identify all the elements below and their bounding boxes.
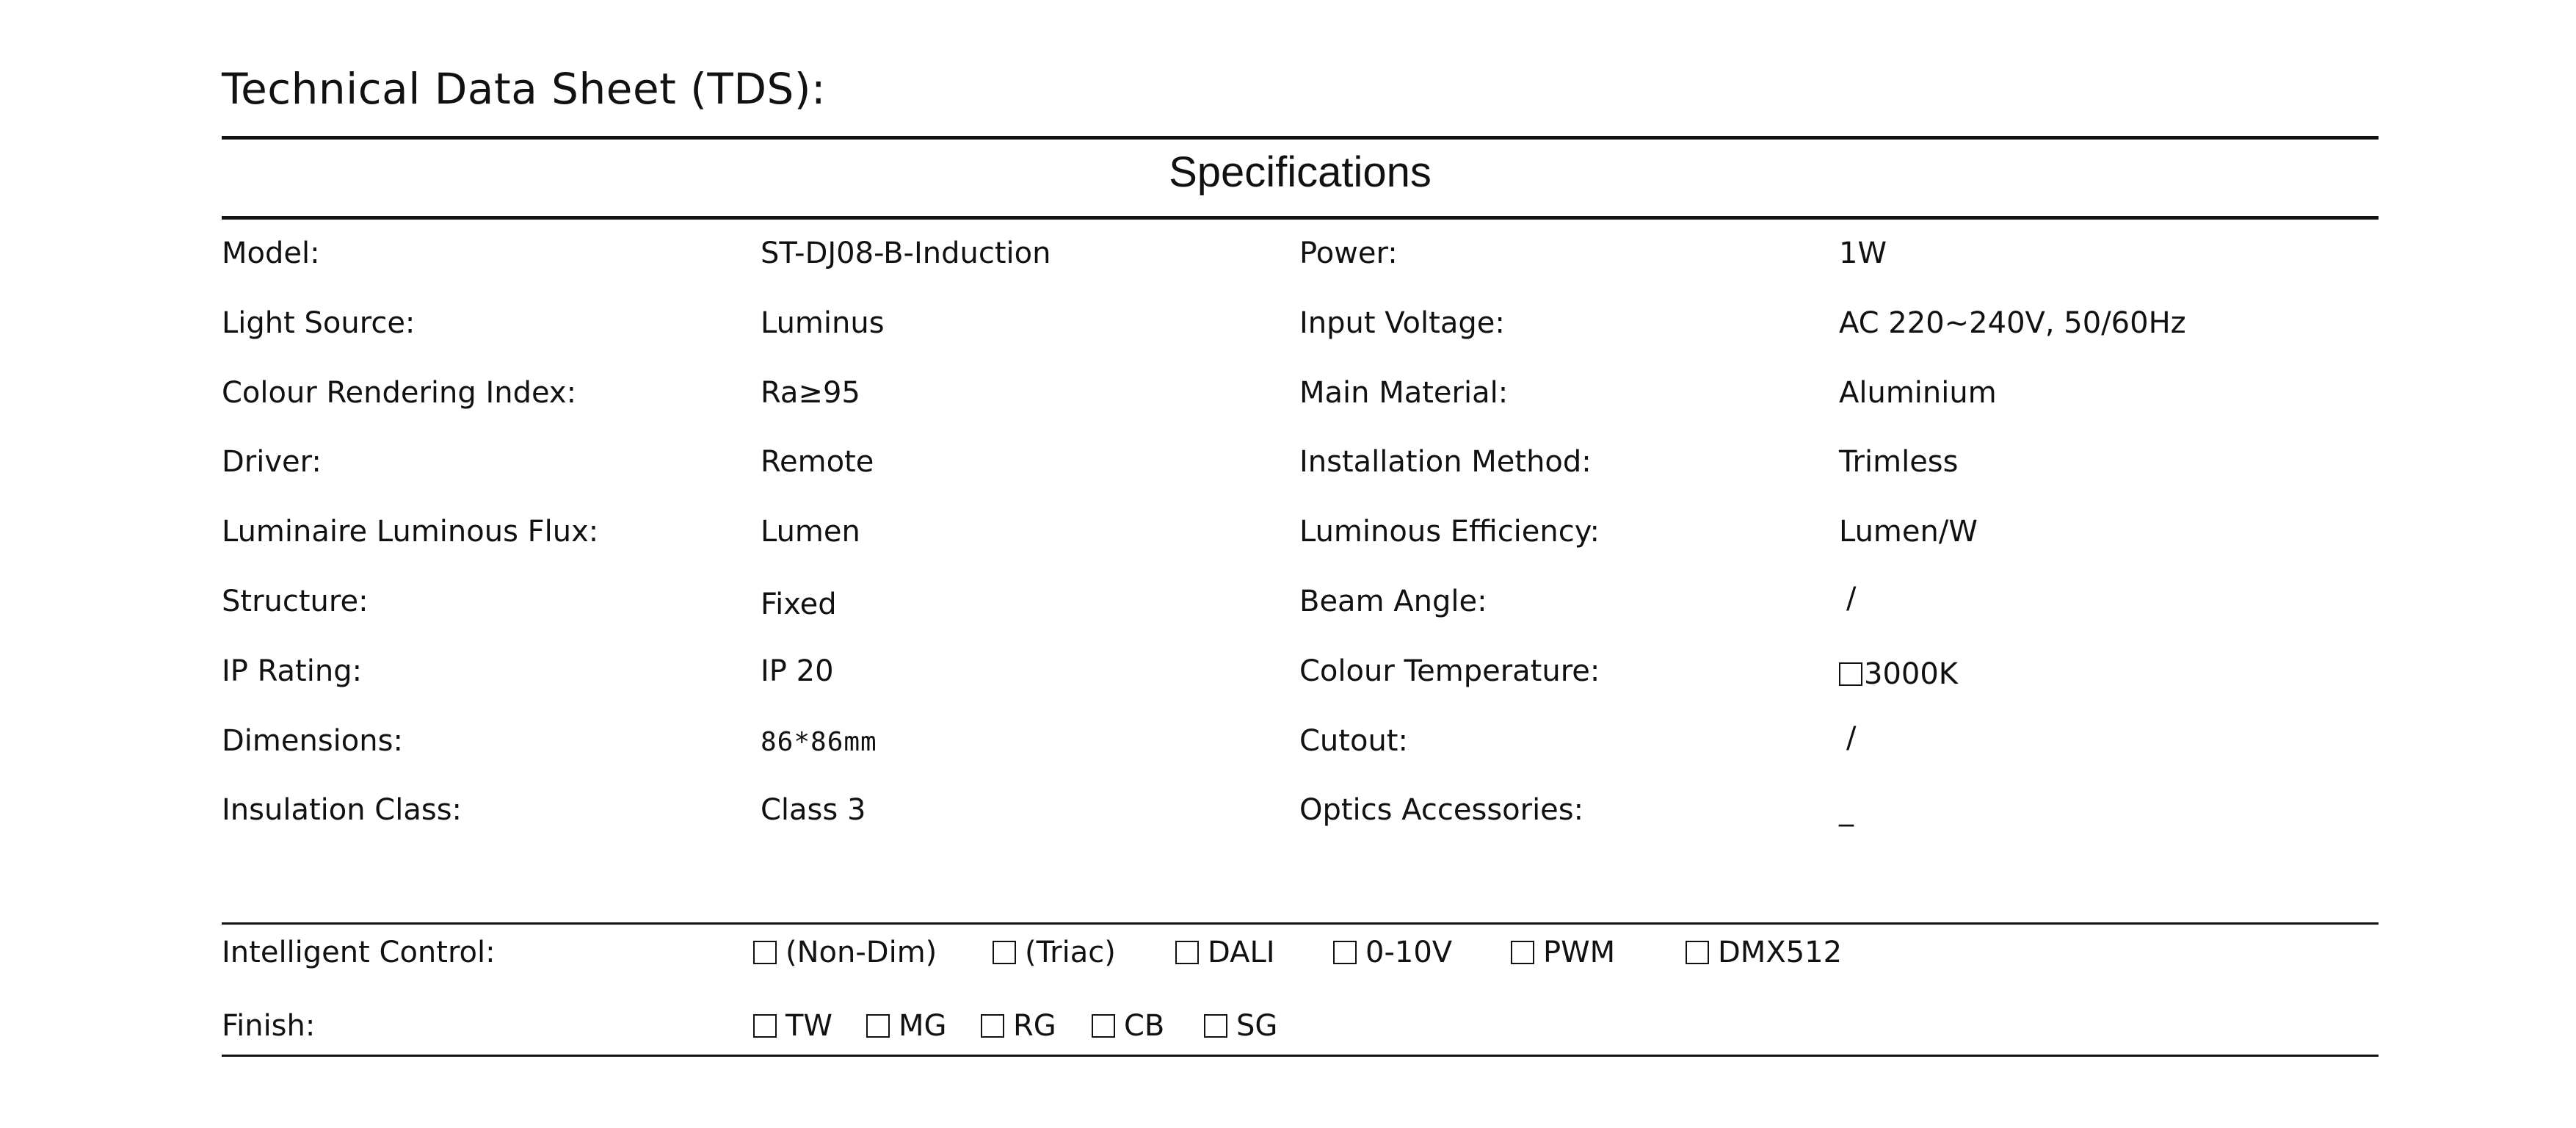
option-label: (Non-Dim) xyxy=(786,936,937,969)
cutout-value: / xyxy=(1846,720,1857,755)
luminous-efficiency-value: Lumen/W xyxy=(1839,515,1978,549)
finish-option-tw[interactable] xyxy=(753,1009,832,1043)
light-source-value: Luminus xyxy=(761,306,885,340)
installation-method-label: Installation Method: xyxy=(1299,445,1592,480)
options-top-divider xyxy=(222,922,2379,925)
option-label: 0-10V xyxy=(1365,936,1453,969)
main-material-value: Aluminium xyxy=(1839,375,1997,410)
checkbox-icon[interactable] xyxy=(753,941,777,964)
light-source-label: Light Source: xyxy=(222,306,416,340)
checkbox-icon[interactable] xyxy=(1686,941,1709,964)
control-option-pwm[interactable] xyxy=(1511,936,1615,969)
option-label: CB xyxy=(1124,1009,1165,1043)
insulation-class-label: Insulation Class: xyxy=(222,793,462,828)
checkbox-icon[interactable] xyxy=(753,1014,777,1038)
intelligent-control-label: Intelligent Control: xyxy=(222,936,496,969)
checkbox-icon[interactable] xyxy=(866,1014,890,1038)
control-option-0-10v[interactable] xyxy=(1333,936,1452,969)
installation-method-value: Trimless xyxy=(1839,445,1959,480)
finish-row xyxy=(222,1009,2379,1053)
spec-row xyxy=(222,793,2379,863)
specifications-heading: Specifications xyxy=(1169,148,1432,196)
spec-row xyxy=(222,654,2379,724)
input-voltage-label: Input Voltage: xyxy=(1299,306,1505,340)
structure-value: Fixed xyxy=(761,587,837,621)
dimensions-value: 86*86mm xyxy=(761,726,877,757)
spec-row xyxy=(222,581,2379,654)
option-label: MG xyxy=(899,1009,947,1043)
finish-label: Finish: xyxy=(222,1009,316,1043)
option-label: (Triac) xyxy=(1025,936,1116,969)
colour-temperature-value xyxy=(1839,657,1958,691)
colour-temperature-text: 3000K xyxy=(1864,657,1959,691)
control-option-dali[interactable] xyxy=(1175,936,1275,969)
spec-row xyxy=(222,720,2379,794)
driver-label: Driver: xyxy=(222,445,322,480)
power-value: 1W xyxy=(1839,236,1887,270)
cri-value: Ra≥95 xyxy=(761,375,860,410)
specifications-table xyxy=(222,236,2379,863)
spec-row xyxy=(222,445,2379,515)
power-label: Power: xyxy=(1299,236,1398,270)
technical-data-sheet xyxy=(222,0,2379,1128)
option-label: SG xyxy=(1236,1009,1278,1043)
cri-label: Colour Rendering Index: xyxy=(222,375,577,410)
option-label: PWM xyxy=(1543,936,1616,969)
option-label: DALI xyxy=(1208,936,1275,969)
luminous-flux-label: Luminaire Luminous Flux: xyxy=(222,515,599,549)
checkbox-icon[interactable] xyxy=(1333,941,1357,964)
model-label: Model: xyxy=(222,236,320,270)
options-bottom-divider xyxy=(222,1055,2379,1057)
finish-option-rg[interactable] xyxy=(981,1009,1056,1043)
colour-temperature-label: Colour Temperature: xyxy=(1299,654,1600,688)
ip-rating-value: IP 20 xyxy=(761,654,834,688)
specifications-divider xyxy=(222,216,2379,220)
spec-row xyxy=(222,376,2379,446)
checkbox-icon[interactable] xyxy=(993,941,1016,964)
control-option-non-dim[interactable] xyxy=(753,936,937,969)
page-title: Technical Data Sheet (TDS): xyxy=(222,64,827,114)
driver-value: Remote xyxy=(761,445,874,480)
optics-accessories-label: Optics Accessories: xyxy=(1299,793,1584,828)
input-voltage-value: AC 220~240V, 50/60Hz xyxy=(1839,306,2186,340)
option-label: DMX512 xyxy=(1718,936,1843,969)
colour-temperature-checkbox[interactable] xyxy=(1839,662,1862,686)
model-value: ST-DJ08-B-Induction xyxy=(761,236,1051,270)
luminous-efficiency-label: Luminous Efficiency: xyxy=(1299,515,1600,549)
finish-option-mg[interactable] xyxy=(866,1009,947,1043)
option-label: RG xyxy=(1013,1009,1056,1043)
finish-option-sg[interactable] xyxy=(1204,1009,1277,1043)
checkbox-icon[interactable] xyxy=(1175,941,1199,964)
spec-row xyxy=(222,236,2379,306)
cutout-label: Cutout: xyxy=(1299,723,1408,758)
insulation-class-value: Class 3 xyxy=(761,793,866,828)
dimensions-label: Dimensions: xyxy=(222,723,403,758)
option-label: TW xyxy=(786,1009,832,1043)
spec-row xyxy=(222,515,2379,585)
optics-accessories-value: _ xyxy=(1839,793,1854,828)
beam-angle-label: Beam Angle: xyxy=(1299,584,1487,618)
luminous-flux-value: Lumen xyxy=(761,515,860,549)
checkbox-icon[interactable] xyxy=(1092,1014,1115,1038)
control-option-triac[interactable] xyxy=(993,936,1116,969)
checkbox-icon[interactable] xyxy=(1511,941,1534,964)
checkbox-icon[interactable] xyxy=(981,1014,1004,1038)
checkbox-icon[interactable] xyxy=(1204,1014,1227,1038)
intelligent-control-row xyxy=(222,936,2379,980)
main-material-label: Main Material: xyxy=(1299,375,1509,410)
title-divider xyxy=(222,136,2379,140)
ip-rating-label: IP Rating: xyxy=(222,654,363,688)
spec-row xyxy=(222,306,2379,376)
structure-label: Structure: xyxy=(222,584,369,618)
control-option-dmx512[interactable] xyxy=(1686,936,1842,969)
beam-angle-value: / xyxy=(1846,581,1857,615)
finish-option-cb[interactable] xyxy=(1092,1009,1164,1043)
